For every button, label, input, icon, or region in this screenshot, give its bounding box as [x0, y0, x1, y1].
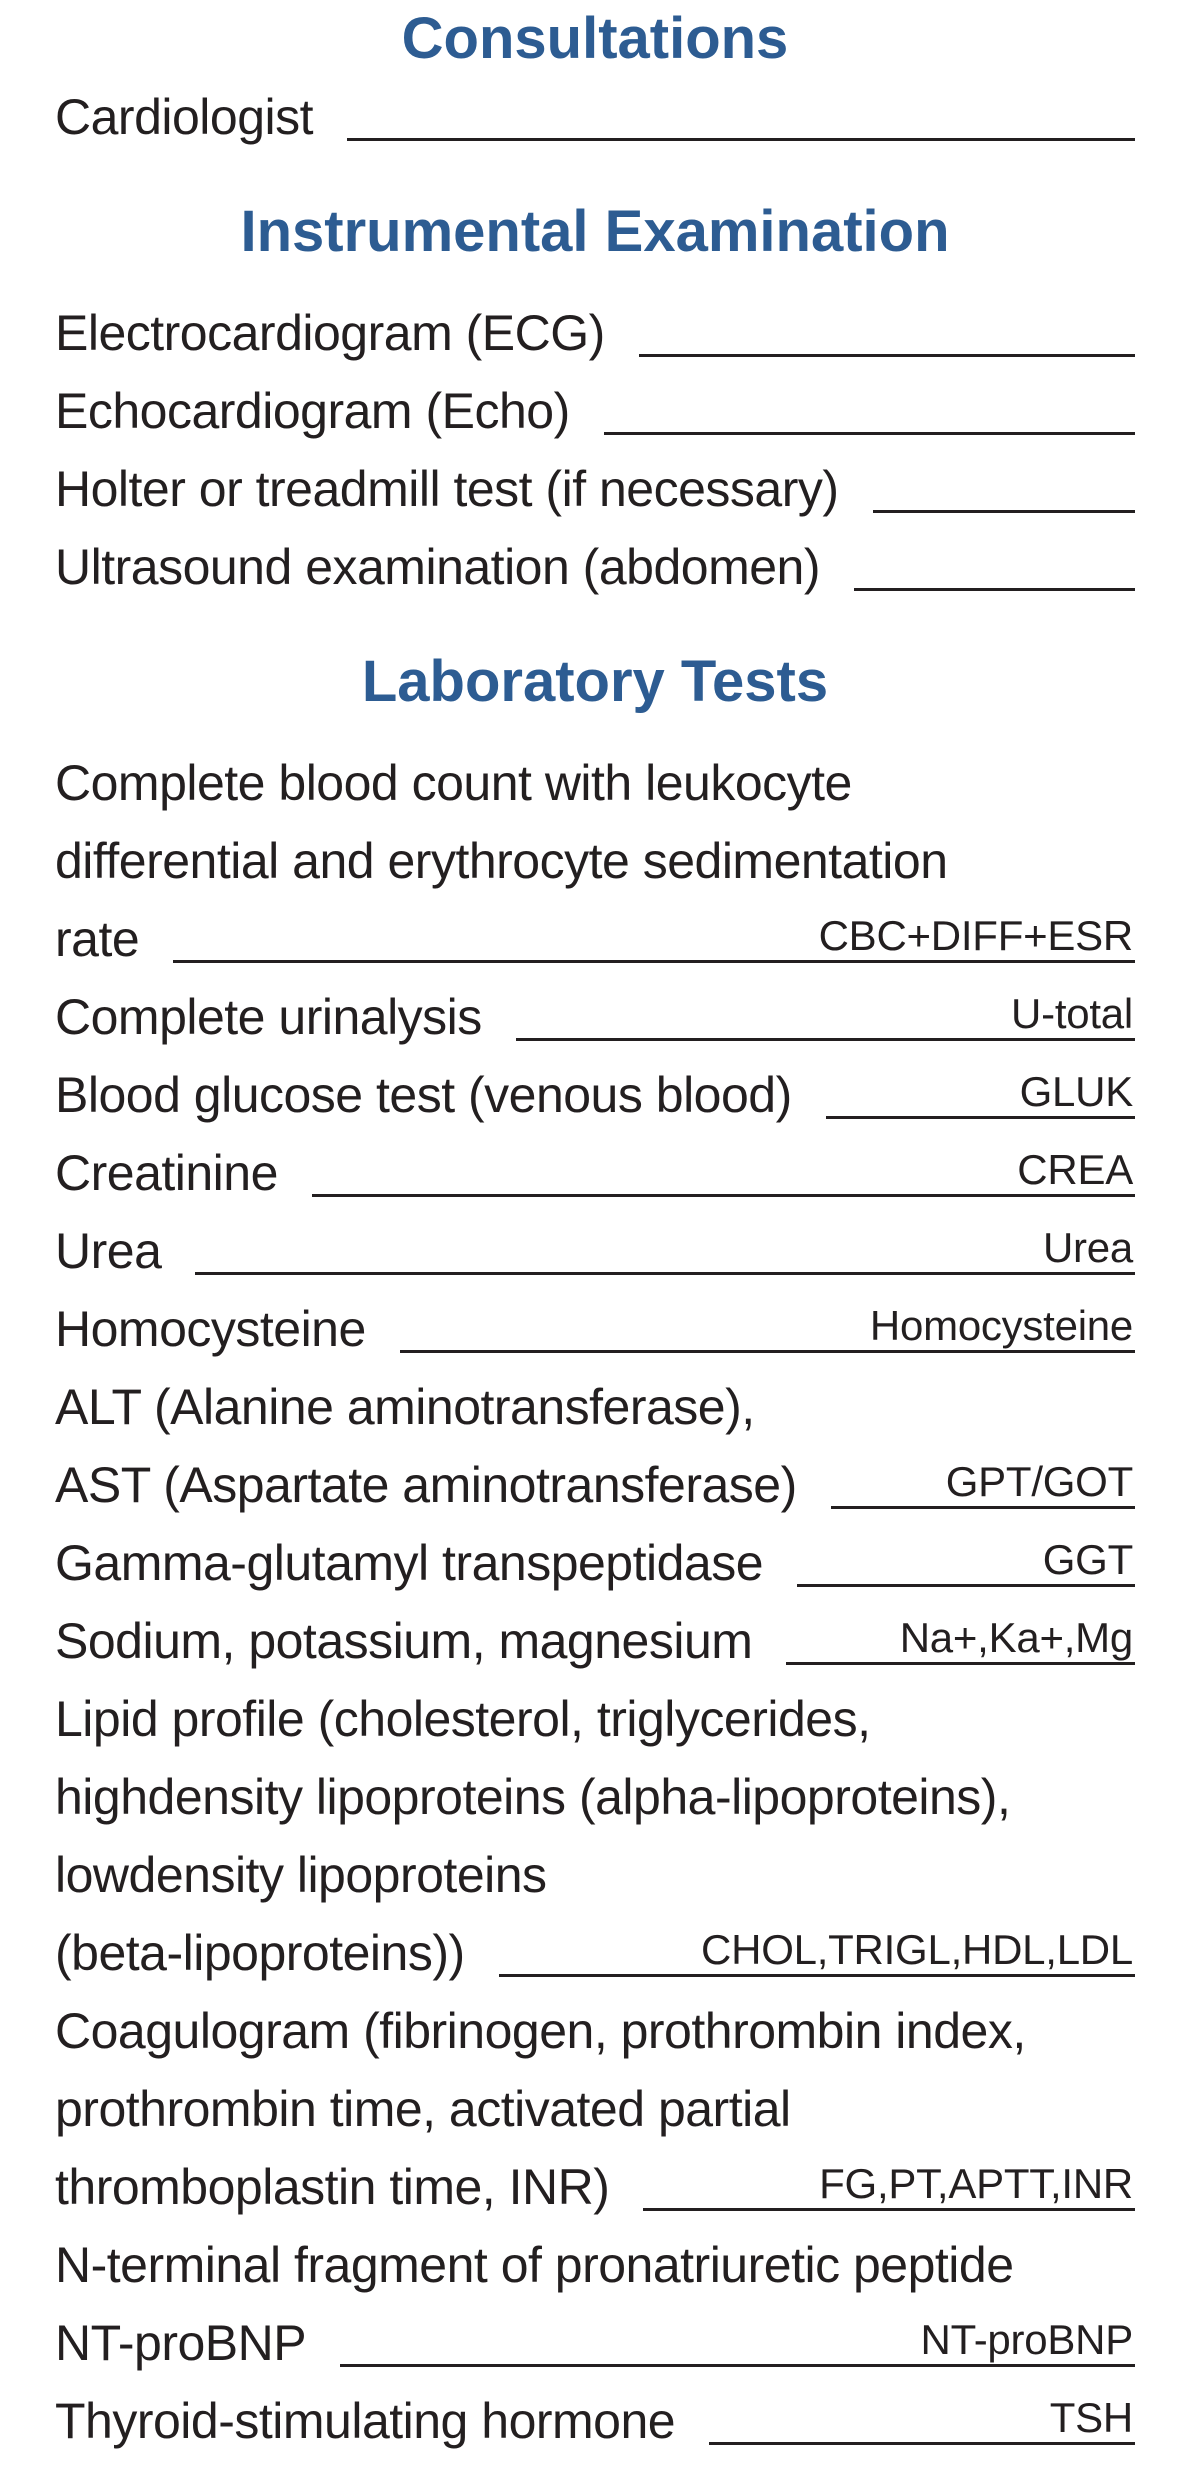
- fill-in-blank-line: [347, 78, 1135, 156]
- section-consultations: [55, 0, 1135, 156]
- item-label: AST (Aspartate aminotransferase): [55, 1457, 797, 1513]
- item-label: Thyroid-stimulating hormone: [55, 2393, 676, 2449]
- item-label: Echocardiogram (Echo): [55, 383, 570, 439]
- item-label: Holter or treadmill test (if necessary): [55, 461, 839, 517]
- item-blank-row: [55, 1290, 1135, 1368]
- checklist-item: [55, 744, 1135, 978]
- fill-in-blank-line: [400, 1290, 1135, 1368]
- fill-in-blank-line: [709, 2382, 1135, 2460]
- item-abbreviation: CHOL,TRIGL,HDL,LDL: [701, 1926, 1133, 1973]
- item-blank-row: [55, 978, 1135, 1056]
- item-blank-row: [55, 1914, 1135, 1992]
- checklist-item: [55, 978, 1135, 1056]
- item-blank-row: [55, 1212, 1135, 1290]
- item-label: Complete urinalysis: [55, 989, 482, 1045]
- checklist-item: [55, 2226, 1135, 2382]
- checklist-item: [55, 1290, 1135, 1368]
- item-abbreviation: GPT/GOT: [945, 1458, 1133, 1505]
- fill-in-blank-line: [173, 900, 1135, 978]
- fill-in-blank-line: [854, 528, 1135, 606]
- item-abbreviation: NT-proBNP: [920, 2316, 1133, 2363]
- item-blank-row: [55, 294, 1135, 372]
- item-blank-row: [55, 1602, 1135, 1680]
- item-label: Creatinine: [55, 1145, 278, 1201]
- fill-in-blank-line: [826, 1056, 1135, 1134]
- checklist-item: [55, 1602, 1135, 1680]
- section-instrumental-examination: [55, 193, 1135, 606]
- item-blank-row: [55, 2382, 1135, 2460]
- item-label: Cardiologist: [55, 89, 314, 145]
- fill-in-blank-line: [516, 978, 1135, 1056]
- item-blank-row: [55, 372, 1135, 450]
- item-label: Ultrasound examination (abdomen): [55, 539, 820, 595]
- item-abbreviation: FG,PT,APTT,INR: [819, 2160, 1133, 2207]
- checklist-item: [55, 1524, 1135, 1602]
- item-text-line: lowdensity lipoproteins: [55, 1847, 547, 1903]
- checklist-item: [55, 372, 1135, 450]
- item-text-line: prothrombin time, activated partial: [55, 2081, 791, 2137]
- item-label: (beta-lipoproteins)): [55, 1925, 465, 1981]
- item-abbreviation: CBC+DIFF+ESR: [818, 912, 1133, 959]
- item-label: Sodium, potassium, magnesium: [55, 1613, 753, 1669]
- item-text-line: highdensity lipoproteins (alpha-lipoproteins),: [55, 1769, 1011, 1825]
- item-blank-row: [55, 528, 1135, 606]
- checklist-item: [55, 1134, 1135, 1212]
- item-text-line: N-terminal fragment of pronatriuretic peptide: [55, 2237, 1014, 2293]
- fill-in-blank-line: [340, 2304, 1135, 2382]
- item-label: Gamma-glutamyl transpeptidase: [55, 1535, 764, 1591]
- item-text-line: Complete blood count with leukocyte: [55, 755, 852, 811]
- item-label: Homocysteine: [55, 1301, 366, 1357]
- item-blank-row: [55, 1446, 1135, 1524]
- item-blank-row: [55, 1056, 1135, 1134]
- item-abbreviation: GLUK: [1019, 1068, 1133, 1115]
- item-text-line: Coagulogram (fibrinogen, prothrombin index,: [55, 2003, 1026, 2059]
- fill-in-blank-line: [499, 1914, 1135, 1992]
- item-blank-row: [55, 900, 1135, 978]
- fill-in-blank-line: [312, 1134, 1135, 1212]
- checklist-item: [55, 1992, 1135, 2226]
- item-abbreviation: CREA: [1017, 1146, 1133, 1193]
- item-blank-row: [55, 2148, 1135, 2226]
- checklist-item: [55, 1680, 1135, 1992]
- section-laboratory-tests: [55, 643, 1135, 2460]
- item-blank-row: [55, 78, 1135, 156]
- fill-in-blank-line: [195, 1212, 1135, 1290]
- item-abbreviation: U-total: [1011, 990, 1133, 1037]
- checklist-item: [55, 2382, 1135, 2460]
- sections-root: [55, 0, 1135, 2460]
- fill-in-blank-line: [643, 2148, 1135, 2226]
- checklist-item: [55, 78, 1135, 156]
- item-text-line: Lipid profile (cholesterol, triglycerides,: [55, 1691, 871, 1747]
- fill-in-blank-line: [639, 294, 1135, 372]
- checklist-item: [55, 1368, 1135, 1524]
- item-blank-row: [55, 1134, 1135, 1212]
- item-label: thromboplastin time, INR): [55, 2159, 610, 2215]
- item-text-line: differential and erythrocyte sedimentation: [55, 833, 948, 889]
- item-label: Urea: [55, 1223, 162, 1279]
- item-abbreviation: GGT: [1042, 1536, 1133, 1583]
- fill-in-blank-line: [797, 1524, 1135, 1602]
- section-title: Consultations: [401, 6, 789, 71]
- fill-in-blank-line: [786, 1602, 1135, 1680]
- item-blank-row: [55, 2304, 1135, 2382]
- section-title: Instrumental Examination: [240, 199, 950, 264]
- checklist-item: [55, 1056, 1135, 1134]
- item-blank-row: [55, 1524, 1135, 1602]
- item-abbreviation: Urea: [1042, 1224, 1133, 1271]
- checklist-item: [55, 450, 1135, 528]
- item-abbreviation: TSH: [1049, 2394, 1133, 2441]
- item-label: Electrocardiogram (ECG): [55, 305, 605, 361]
- item-label: rate: [55, 911, 140, 967]
- item-abbreviation: Homocysteine: [869, 1302, 1133, 1349]
- item-text-line: ALT (Alanine aminotransferase),: [55, 1379, 755, 1435]
- section-title: Laboratory Tests: [361, 649, 829, 714]
- checklist-item: [55, 1212, 1135, 1290]
- fill-in-blank-line: [873, 450, 1135, 528]
- fill-in-blank-line: [831, 1446, 1135, 1524]
- checklist-item: [55, 294, 1135, 372]
- item-label: NT-proBNP: [55, 2315, 307, 2371]
- fill-in-blank-line: [604, 372, 1135, 450]
- checklist-item: [55, 528, 1135, 606]
- item-label: Blood glucose test (venous blood): [55, 1067, 792, 1123]
- item-abbreviation: Na+,Ka+,Mg: [899, 1614, 1133, 1661]
- item-blank-row: [55, 450, 1135, 528]
